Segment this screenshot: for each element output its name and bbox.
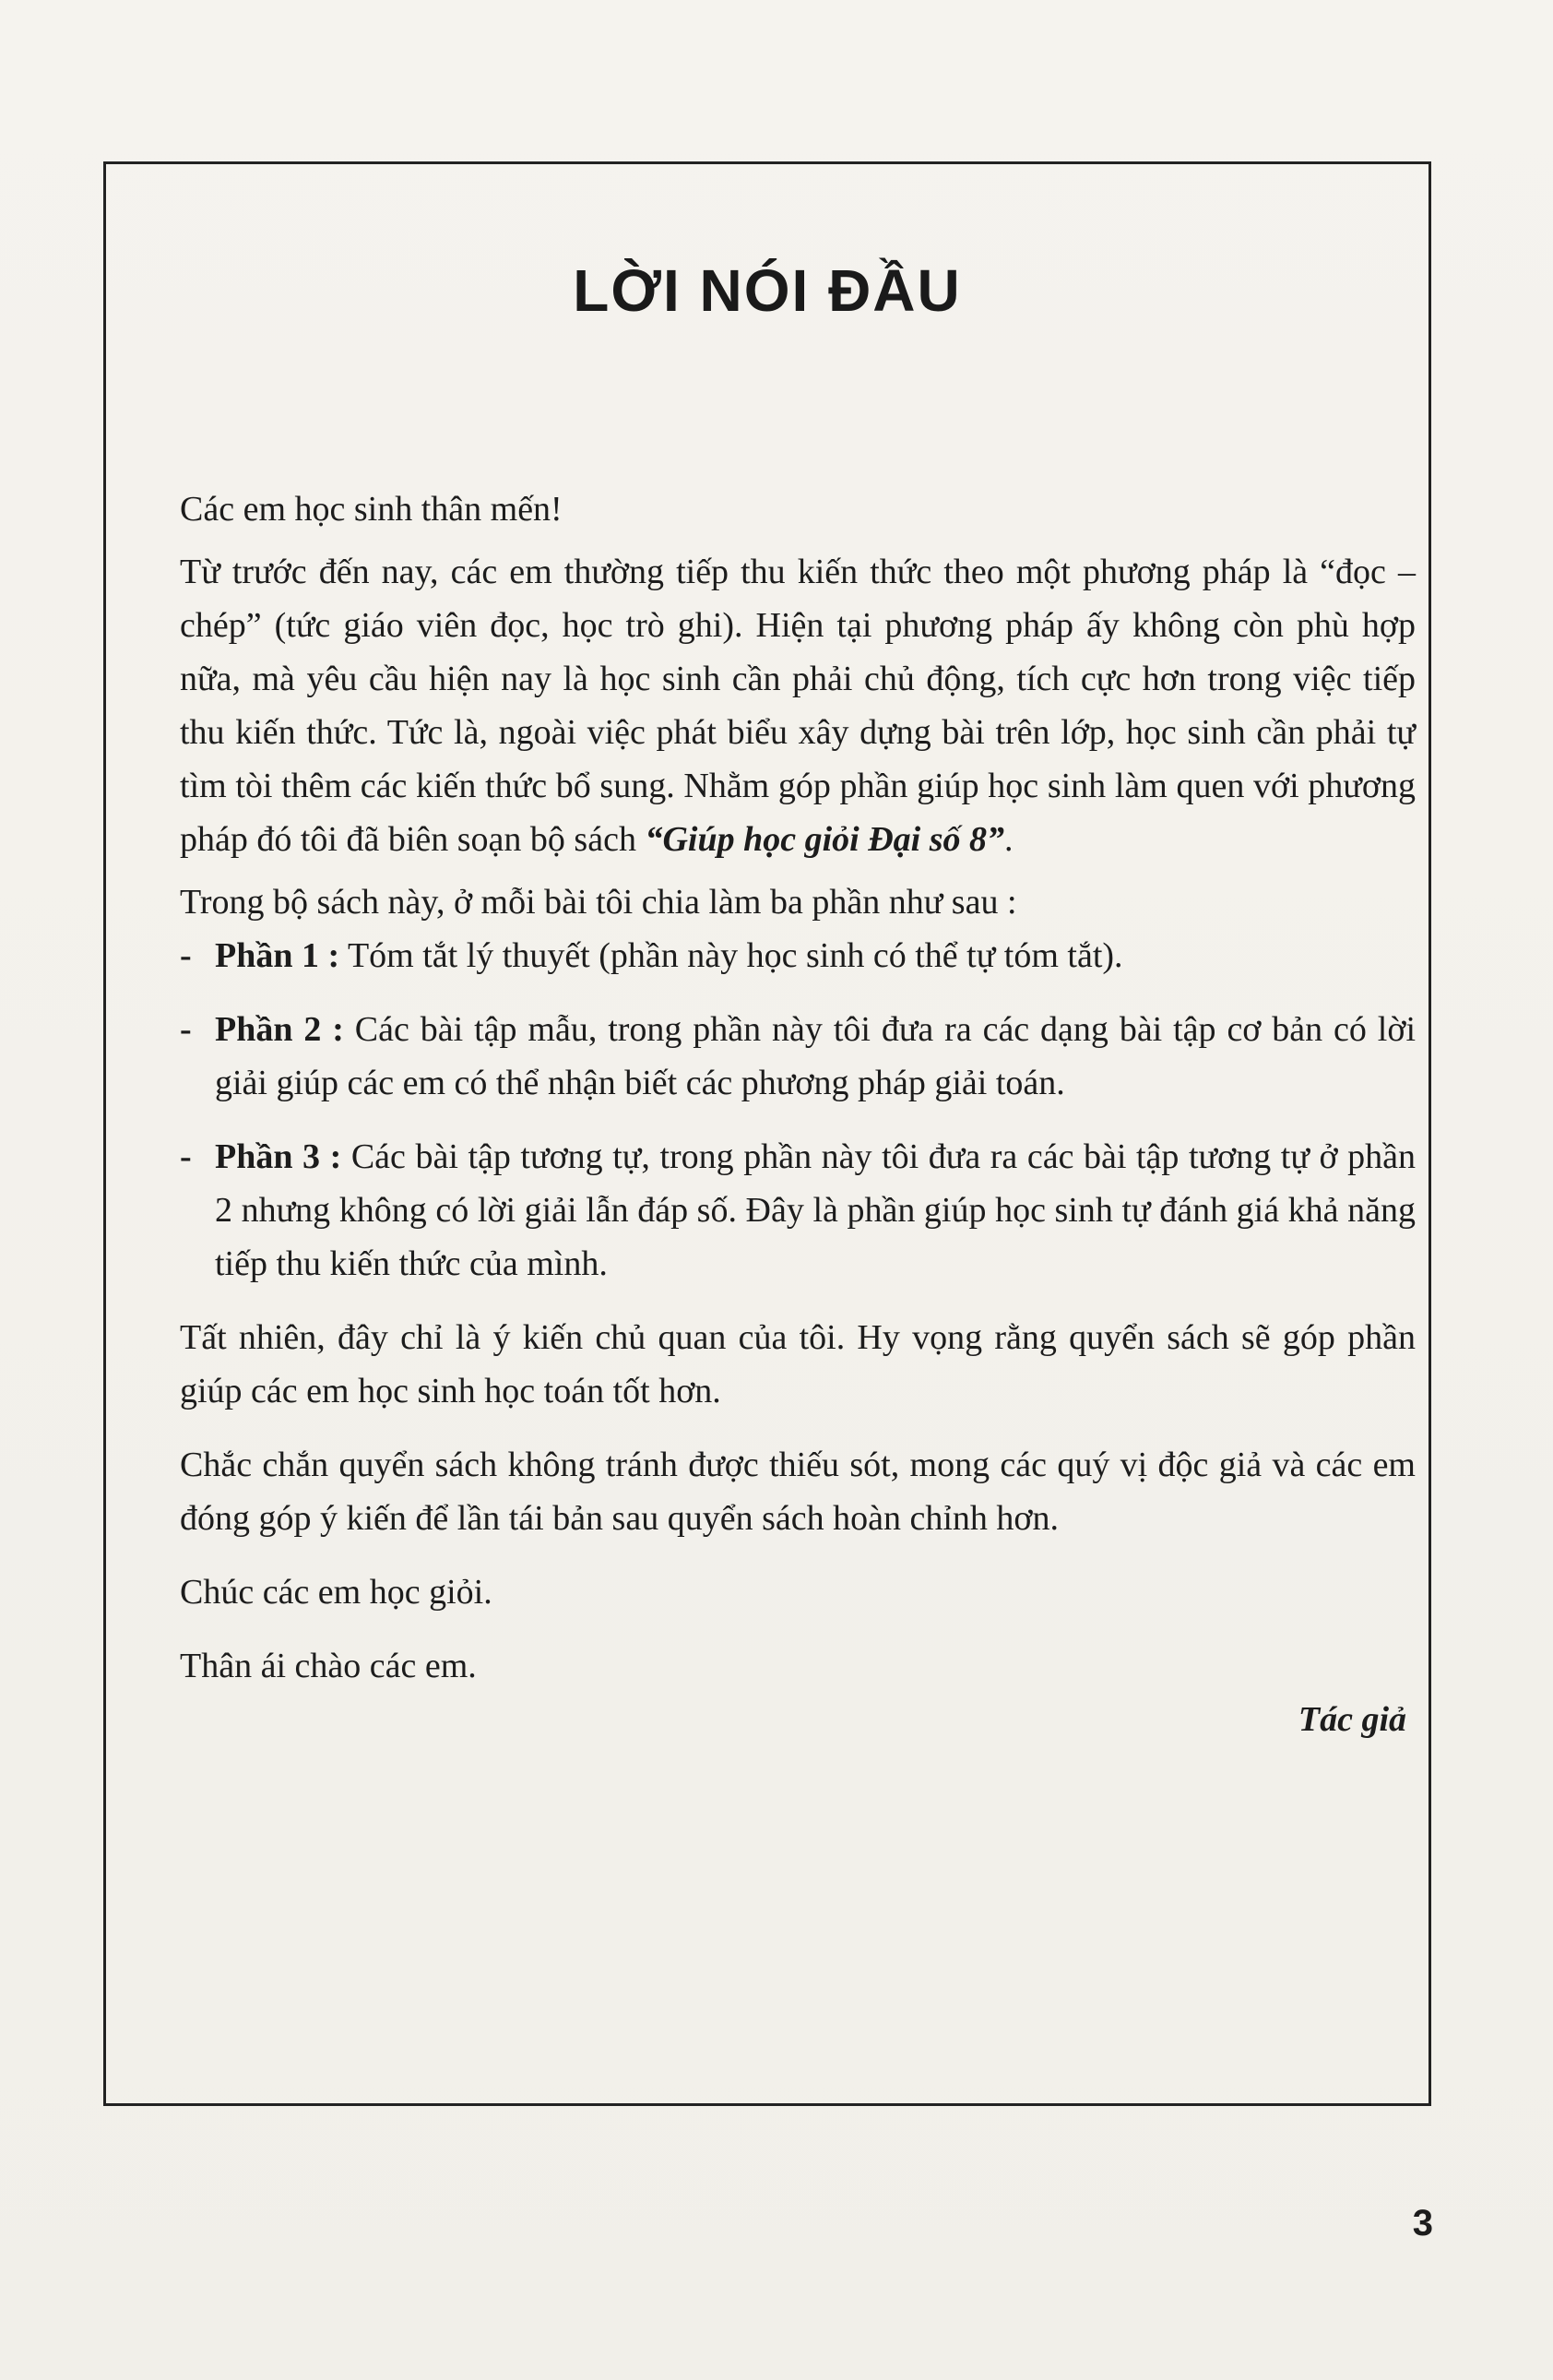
part-item <box>180 1130 1416 1291</box>
paragraph-intro-end: . <box>1004 820 1014 859</box>
closing-greeting: Thân ái chào các em. <box>180 1647 477 1685</box>
part-label: Phần 1 : <box>215 936 340 975</box>
part-description: Các bài tập tương tự, trong phần này tôi đưa ra các bài tập tương tự ở phần 2 nhưng không có lời giải lẫn đáp số. Đây là phần giúp học sinh tự đánh giá khả năng tiếp thu kiến thức của mình. <box>215 1137 1416 1283</box>
page-title: LỜI NÓI ĐẦU <box>573 257 962 324</box>
page-number: 3 <box>1412 2203 1433 2243</box>
parts-intro: Trong bộ sách này, ở mỗi bài tôi chia làm ba phần như sau : <box>180 883 1017 922</box>
part-description: Các bài tập mẫu, trong phần này tôi đưa ra các dạng bài tập cơ bản có lời giải giúp các em có thể nhận biết các phương pháp giải toán. <box>215 1010 1417 1102</box>
closing-wish: Chúc các em học giỏi. <box>180 1573 492 1612</box>
part-label: Phần 2 : <box>215 1010 344 1049</box>
paragraph-feedback: Chắc chắn quyển sách không tránh được thiếu sót, mong các quý vị độc giả và các em đóng góp ý kiến để lần tái bản sau quyển sách hoàn chỉnh hơn. <box>180 1446 1416 1538</box>
part-dash: - <box>180 1137 192 1176</box>
part-text <box>215 929 1416 982</box>
part-item <box>180 1003 1416 1110</box>
preface-body <box>180 482 1416 1746</box>
part-text <box>215 1130 1416 1291</box>
author-signature: Tác giả <box>1298 1700 1406 1739</box>
part-text <box>215 1003 1416 1110</box>
part-label: Phần 3 : <box>215 1137 342 1176</box>
greeting: Các em học sinh thân mến! <box>180 490 563 529</box>
paragraph-hope: Tất nhiên, đây chỉ là ý kiến chủ quan của tôi. Hy vọng rằng quyển sách sẽ góp phần giúp các em học sinh học toán tốt hơn. <box>180 1318 1416 1410</box>
preface-frame <box>103 161 1431 2106</box>
part-dash: - <box>180 936 192 975</box>
part-item <box>180 929 1416 982</box>
paragraph-intro <box>180 545 1416 866</box>
book-title: “Giúp học giỏi Đại số 8” <box>645 820 1004 859</box>
part-description: Tóm tắt lý thuyết (phần này học sinh có thể tự tóm tắt). <box>339 936 1123 975</box>
paragraph-intro-text: Từ trước đến nay, các em thường tiếp thu kiến thức theo một phương pháp là “đọc – chép” (tức giáo viên đọc, học trò ghi). Hiện tại phương pháp ấy không còn phù hợp nữa, mà yêu cầu hiện nay là học sinh cần phải chủ động, tích cực hơn trong việc tiếp thu kiến thức. Tức là, ngoài việc phát biểu xây dựng bài trên lớp, học sinh cần phải tự tìm tòi thêm các kiến thức bổ sung. Nhằm góp phần giúp học sinh làm quen với phương pháp đó tôi đã biên soạn bộ sách <box>180 553 1416 859</box>
part-dash: - <box>180 1010 192 1049</box>
